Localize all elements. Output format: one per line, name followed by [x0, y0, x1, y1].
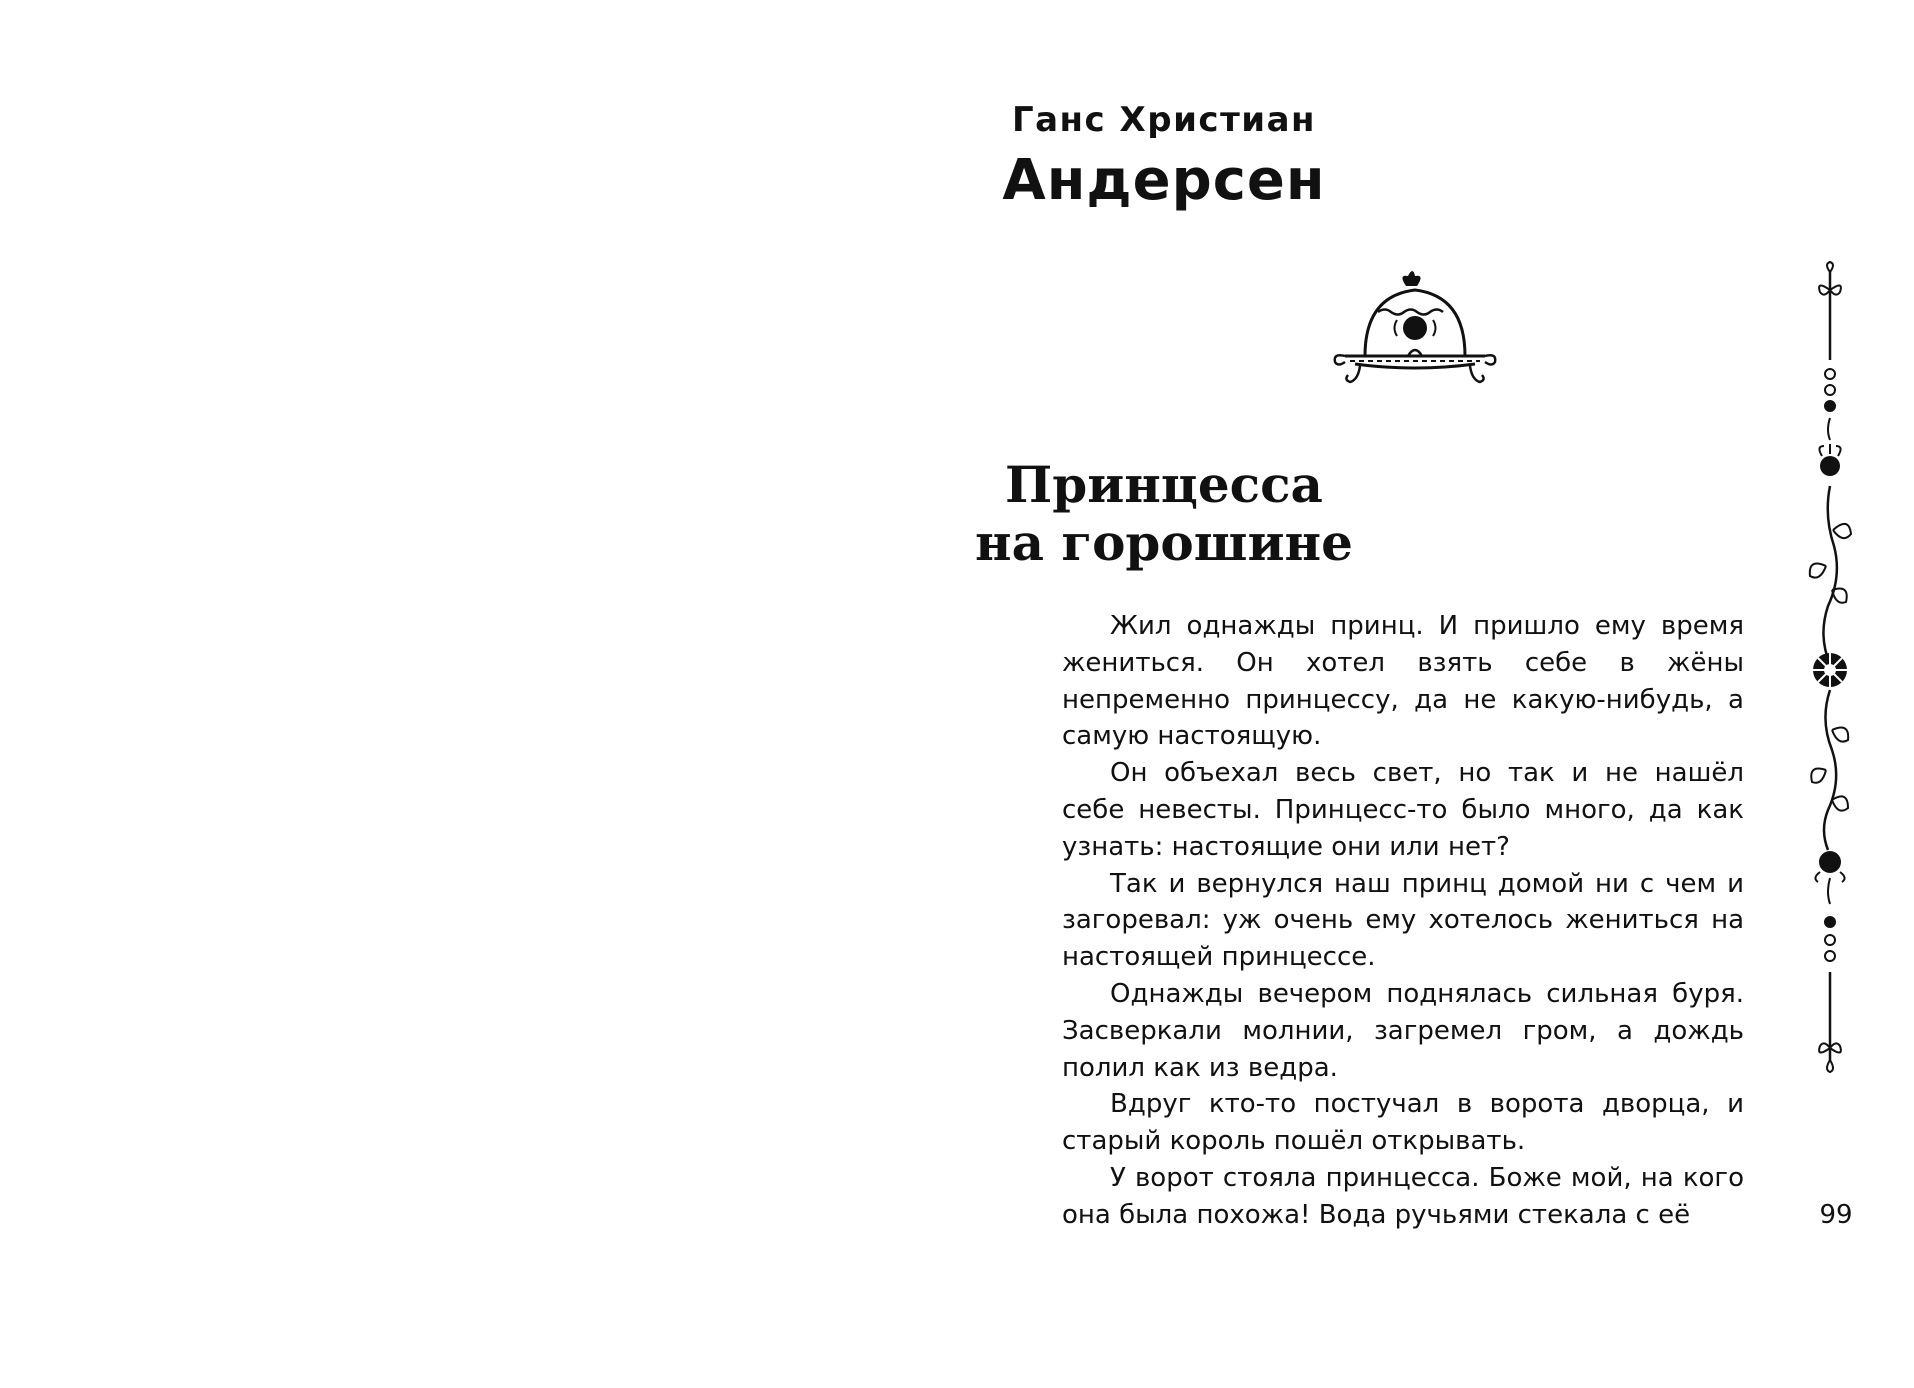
story-title-line-1: Принцесса [1005, 455, 1323, 514]
story-title [884, 456, 1444, 572]
author-first-name: Ганс Христиан [1011, 100, 1317, 140]
paragraph: Вдруг кто-то постучал в ворота дворца, и старый король пошёл открывать. [1062, 1089, 1744, 1157]
paragraph: Жил однажды принц. И пришло ему время жениться. Он хотел взять себе в жёны непременно принцессу, да не какую-нибудь, а самую настоящую. [1062, 611, 1744, 752]
paragraph: Так и вернулся наш принц домой ни с чем и загоревал: уж очень ему хотелось жениться на настоящей принцессе. [1062, 868, 1744, 973]
author-last-name: Андерсен [1002, 148, 1326, 213]
page-number: 99 [1819, 1200, 1853, 1230]
paragraph: Он объехал весь свет, но так и не нашёл себе невесты. Принцесс-то было много, да как узнать: настоящие они или нет? [1062, 758, 1744, 862]
paragraph: Однажды вечером поднялась сильная буря. Засверкали молнии, загремел гром, а дождь полил как из ведра. [1062, 978, 1744, 1083]
story-text [1062, 608, 1744, 1234]
story-title-line-2: на горошине [975, 513, 1353, 572]
paragraph: У ворот стояла принцесса. Боже мой, на кого она была похожа! Вода ручьями стекала с её [1062, 1162, 1744, 1230]
floral-vine-ornament-icon [1800, 260, 1860, 1080]
dome-cake-stand-icon [1320, 260, 1510, 400]
